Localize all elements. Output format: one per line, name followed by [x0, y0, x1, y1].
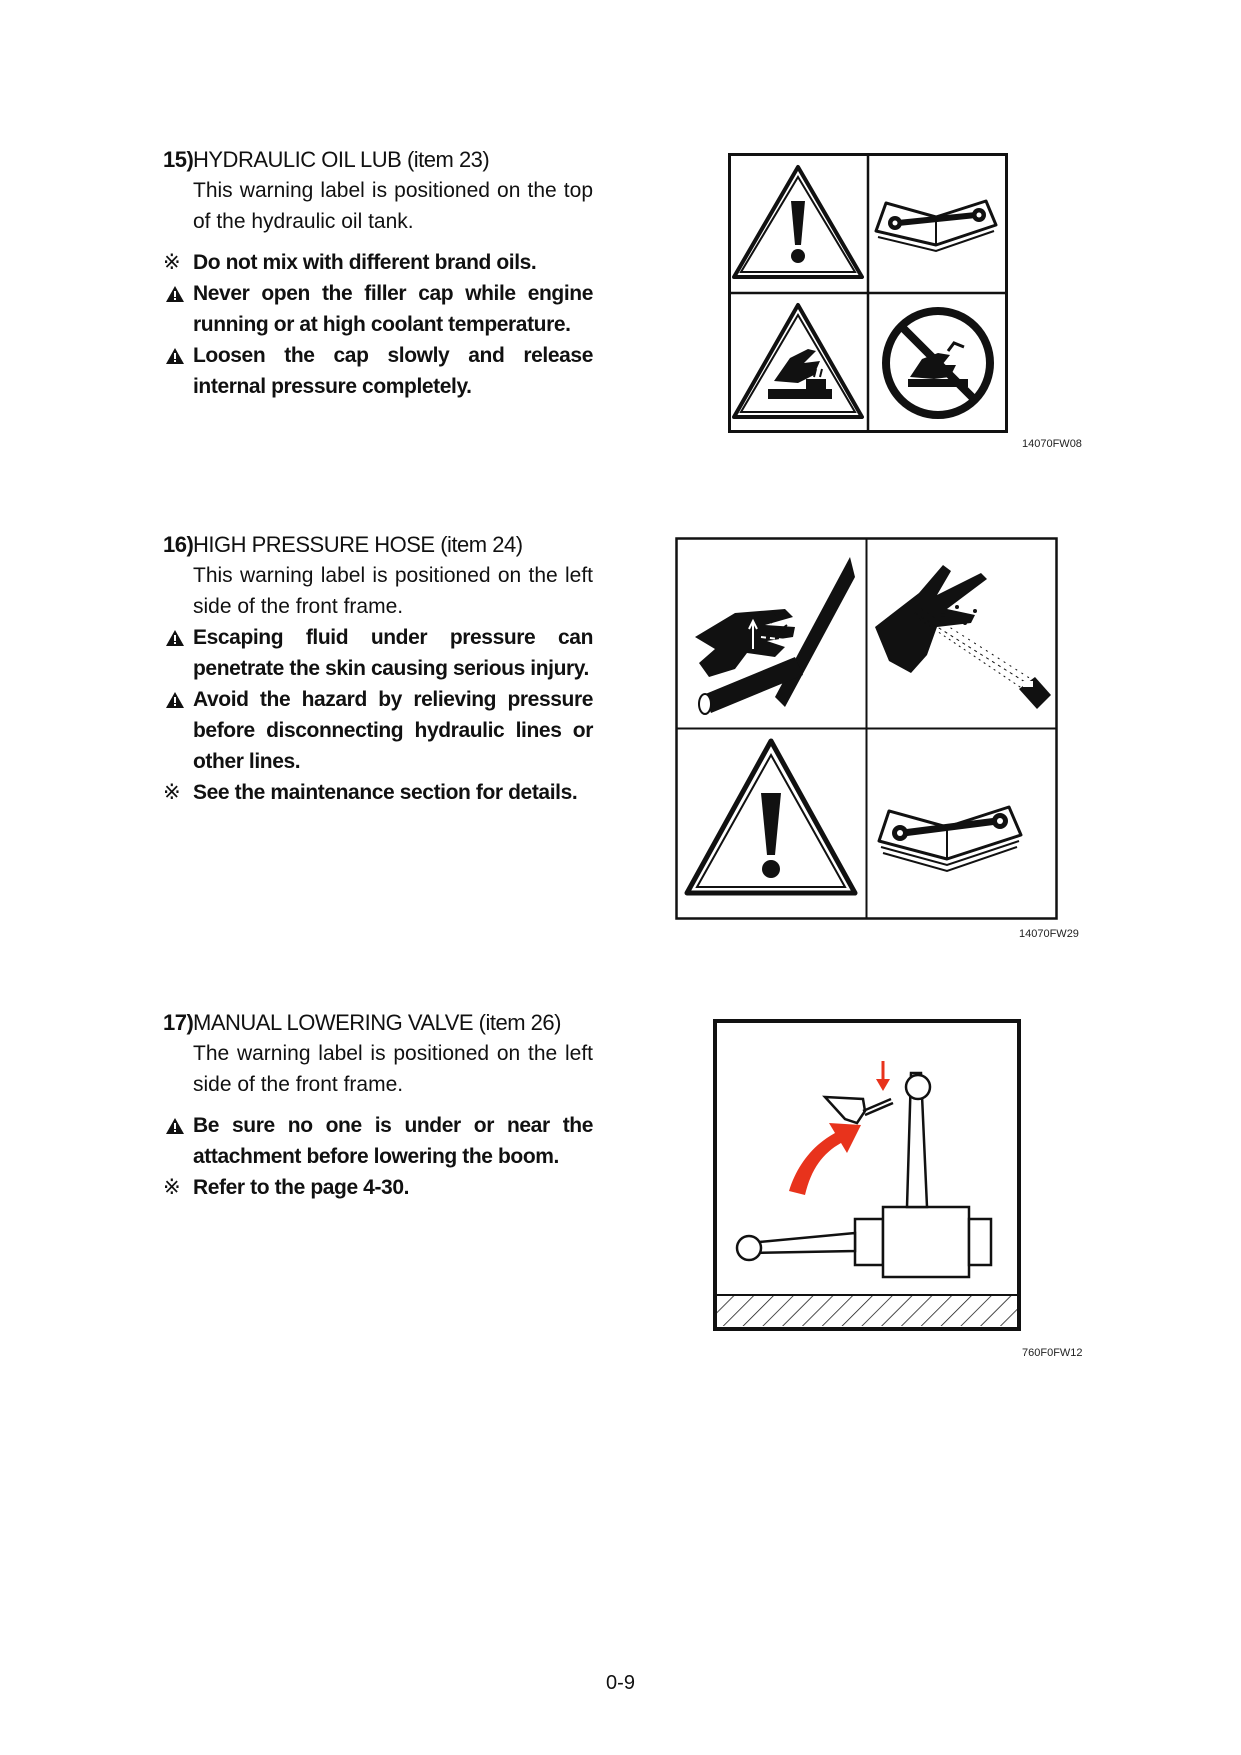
item-reference: (item 23): [406, 147, 490, 172]
item-reference: (item 26): [478, 1010, 561, 1035]
manual-lowering-valve-label: [713, 1019, 1021, 1331]
note-text: See the maintenance section for details.: [193, 781, 578, 804]
note-text: Escaping fluid under pressure can penetrate the skin causing serious injury.: [193, 626, 593, 680]
reference-mark-icon: ※: [163, 251, 181, 274]
section-17: [163, 1008, 593, 1203]
ground-hatch: [717, 1295, 1017, 1326]
section-description: The warning label is positioned on the left side of the front frame.: [193, 1042, 593, 1096]
section-title: MANUAL LOWERING VALVE: [193, 1010, 474, 1035]
warning-note: [163, 684, 593, 777]
note-text: Avoid the hazard by relieving pressure before disconnecting hydraulic lines or other lines.: [193, 688, 593, 773]
warning-note: [163, 622, 593, 684]
note-text: Be sure no one is under or near the attachment before lowering the boom.: [193, 1114, 593, 1168]
reference-note: [163, 777, 593, 808]
note-text: Do not mix with different brand oils.: [193, 251, 537, 274]
warning-note: [163, 278, 593, 340]
note-text: Loosen the cap slowly and release internal pressure completely.: [193, 344, 593, 398]
warning-triangle-icon: [166, 692, 184, 708]
reference-mark-icon: ※: [163, 781, 181, 804]
warning-triangle-icon: [166, 348, 184, 364]
section-heading: [163, 1008, 593, 1038]
section-15: [163, 145, 593, 402]
section-number: 17): [163, 1010, 194, 1035]
section-description: This warning label is positioned on the top of the hydraulic oil tank.: [193, 179, 593, 233]
prohibition-icon: [886, 311, 990, 415]
warning-triangle-icon: [166, 630, 184, 646]
warning-triangle-icon: [166, 286, 184, 302]
section-title: HIGH PRESSURE HOSE: [193, 532, 435, 557]
section-number: 15): [163, 147, 194, 172]
reference-note: [163, 1172, 593, 1203]
item-reference: (item 24): [440, 532, 523, 557]
hydraulic-oil-warning-label: [728, 153, 1008, 433]
section-16: [163, 530, 593, 808]
warning-note: [163, 340, 593, 402]
page-number: 0-9: [606, 1672, 635, 1694]
section-description: This warning label is positioned on the left side of the front frame.: [193, 564, 593, 618]
reference-note: [163, 247, 593, 278]
note-text: Never open the filler cap while engine running or at high coolant temperature.: [193, 282, 593, 336]
high-pressure-hose-warning-label: [675, 537, 1058, 920]
section-number: 16): [163, 532, 194, 557]
note-text: Refer to the page 4-30.: [193, 1176, 410, 1199]
figure-code: 14070FW08: [1022, 438, 1082, 450]
warning-note: [163, 1110, 593, 1172]
reference-mark-icon: ※: [163, 1176, 181, 1199]
figure-code: 760F0FW12: [1022, 1347, 1083, 1359]
section-heading: [163, 145, 593, 175]
section-heading: [163, 530, 593, 560]
warning-triangle-icon: [166, 1118, 184, 1134]
section-title: HYDRAULIC OIL LUB: [193, 147, 402, 172]
figure-code: 14070FW29: [1019, 928, 1079, 940]
